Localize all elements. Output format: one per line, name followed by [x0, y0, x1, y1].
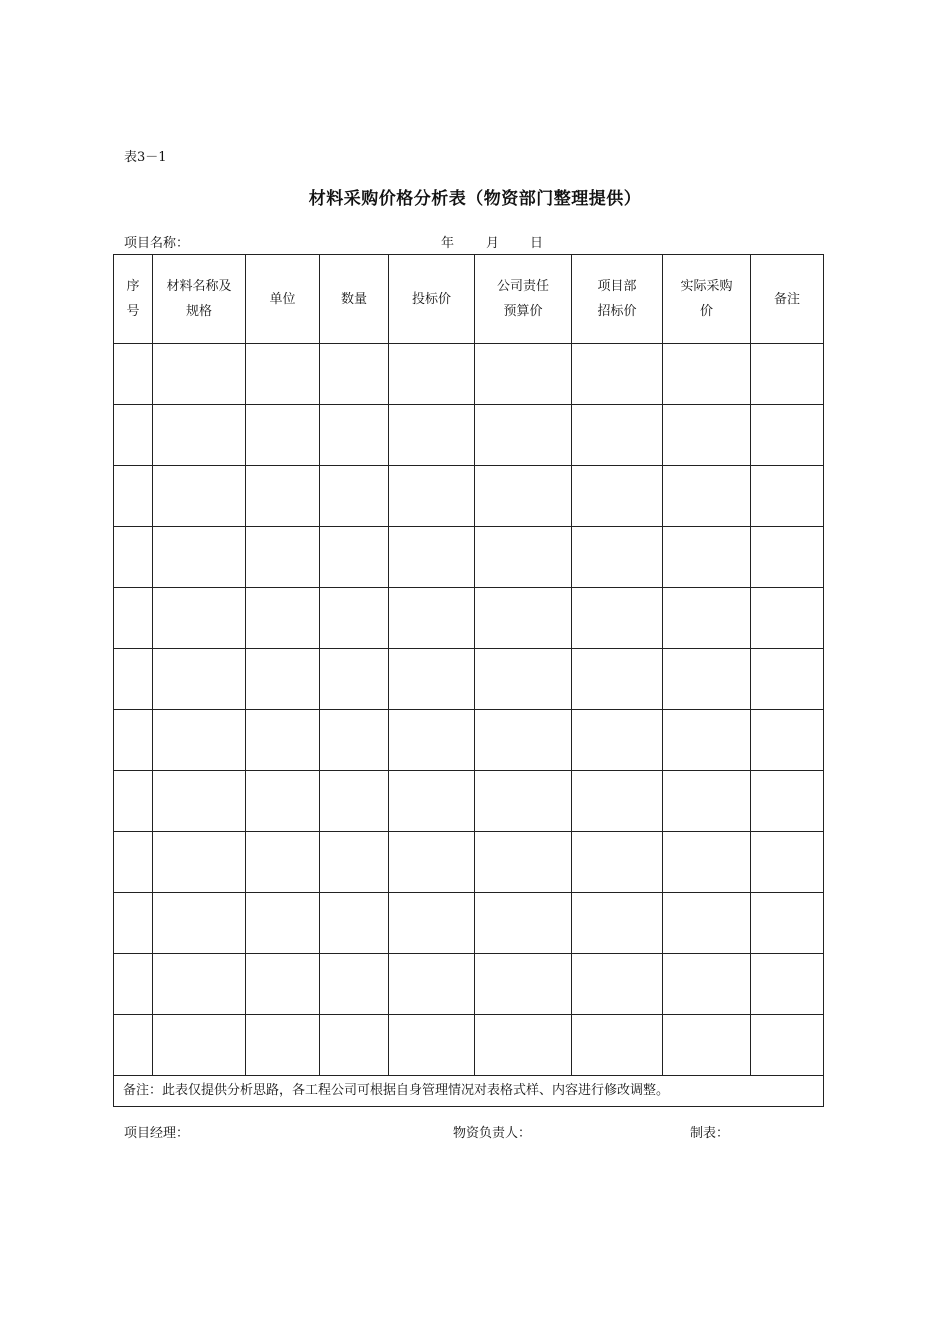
table-cell[interactable] — [751, 466, 824, 527]
table-cell[interactable] — [320, 527, 389, 588]
table-cell[interactable] — [389, 344, 475, 405]
table-cell[interactable] — [751, 405, 824, 466]
project-name-label: 项目名称： — [124, 236, 190, 251]
table-cell[interactable] — [572, 832, 663, 893]
table-cell[interactable] — [114, 588, 153, 649]
table-cell[interactable] — [153, 405, 246, 466]
table-cell[interactable] — [114, 954, 153, 1015]
table-cell[interactable] — [663, 405, 751, 466]
table-cell[interactable] — [320, 405, 389, 466]
header-cell — [114, 255, 153, 344]
table-cell[interactable] — [246, 710, 320, 771]
table-cell[interactable] — [246, 771, 320, 832]
table-cell[interactable] — [246, 893, 320, 954]
header-cell-line: 数量 — [340, 291, 367, 307]
table-row — [114, 1015, 824, 1076]
table-cell[interactable] — [114, 649, 153, 710]
table-cell[interactable] — [246, 954, 320, 1015]
table-cell[interactable] — [572, 527, 663, 588]
table-cell[interactable] — [475, 710, 572, 771]
table-cell[interactable] — [663, 466, 751, 527]
table-cell[interactable] — [114, 1015, 153, 1076]
table-cell[interactable] — [572, 466, 663, 527]
header-cell — [663, 255, 751, 344]
table-cell[interactable] — [663, 344, 751, 405]
table-cell[interactable] — [751, 710, 824, 771]
table-cell[interactable] — [751, 893, 824, 954]
table-cell[interactable] — [114, 527, 153, 588]
table-cell[interactable] — [572, 771, 663, 832]
header-cell-line: 规格 — [185, 304, 212, 319]
table-cell[interactable] — [475, 344, 572, 405]
month-label: 月 — [486, 236, 500, 251]
table-row — [114, 344, 824, 405]
table-cell[interactable] — [153, 832, 246, 893]
table-row — [114, 405, 824, 466]
table-cell[interactable] — [389, 893, 475, 954]
table-cell[interactable] — [114, 893, 153, 954]
table-cell[interactable] — [320, 344, 389, 405]
table-cell[interactable] — [663, 588, 751, 649]
materials-officer-label: 物资负责人： — [453, 1126, 532, 1141]
table-cell[interactable] — [246, 466, 320, 527]
table-cell[interactable] — [114, 466, 153, 527]
table-cell[interactable] — [475, 1015, 572, 1076]
table-cell[interactable] — [389, 588, 475, 649]
header-cell-line: 预算价 — [503, 304, 543, 319]
table-cell[interactable] — [572, 710, 663, 771]
table-cell[interactable] — [572, 893, 663, 954]
table-cell[interactable] — [663, 832, 751, 893]
table-cell[interactable] — [389, 954, 475, 1015]
header-cell — [389, 255, 475, 344]
table-cell[interactable] — [246, 649, 320, 710]
table-cell[interactable] — [475, 771, 572, 832]
table-cell[interactable] — [389, 527, 475, 588]
table-cell[interactable] — [751, 649, 824, 710]
table-cell[interactable] — [153, 649, 246, 710]
table-cell[interactable] — [389, 466, 475, 527]
table-row — [114, 466, 824, 527]
header-cell-line: 号 — [126, 304, 140, 319]
table-cell[interactable] — [572, 405, 663, 466]
table-cell[interactable] — [153, 344, 246, 405]
table-cell[interactable] — [663, 527, 751, 588]
table-cell[interactable] — [663, 649, 751, 710]
table-cell[interactable] — [475, 466, 572, 527]
table-row — [114, 710, 824, 771]
table-cell[interactable] — [114, 405, 153, 466]
price-analysis-table — [113, 254, 824, 1107]
table-cell[interactable] — [320, 893, 389, 954]
header-cell-line: 投标价 — [411, 291, 451, 307]
table-cell[interactable] — [389, 771, 475, 832]
table-cell[interactable] — [320, 1015, 389, 1076]
table-cell[interactable] — [389, 710, 475, 771]
table-row — [114, 527, 824, 588]
table-cell[interactable] — [751, 954, 824, 1015]
table-cell[interactable] — [153, 771, 246, 832]
table-cell[interactable] — [663, 1015, 751, 1076]
header-cell — [475, 255, 572, 344]
table-number: 表3－1 — [124, 150, 167, 165]
table-cell[interactable] — [389, 1015, 475, 1076]
table-cell[interactable] — [475, 527, 572, 588]
table-cell[interactable] — [114, 771, 153, 832]
table-cell[interactable] — [475, 588, 572, 649]
table-cell[interactable] — [246, 588, 320, 649]
table-cell[interactable] — [572, 649, 663, 710]
table-cell[interactable] — [153, 893, 246, 954]
table-cell[interactable] — [663, 771, 751, 832]
header-cell — [153, 255, 246, 344]
header-cell-line: 单位 — [269, 291, 296, 307]
header-cell — [246, 255, 320, 344]
table-cell[interactable] — [246, 405, 320, 466]
table-cell[interactable] — [320, 588, 389, 649]
header-cell-line: 备注 — [773, 291, 800, 307]
table-row — [114, 771, 824, 832]
table-cell[interactable] — [320, 832, 389, 893]
table-cell[interactable] — [751, 771, 824, 832]
table-cell[interactable] — [663, 710, 751, 771]
table-cell[interactable] — [572, 1015, 663, 1076]
table-cell[interactable] — [153, 710, 246, 771]
table-cell[interactable] — [153, 527, 246, 588]
table-cell[interactable] — [320, 649, 389, 710]
table-cell[interactable] — [751, 1015, 824, 1076]
note-text: 备注：此表仅提供分析思路，各工程公司可根据自身管理情况对表格式样、内容进行修改调整。 — [114, 1076, 824, 1107]
table-cell[interactable] — [389, 649, 475, 710]
header-cell — [320, 255, 389, 344]
table-cell[interactable] — [751, 588, 824, 649]
table-cell[interactable] — [572, 588, 663, 649]
table-cell[interactable] — [751, 344, 824, 405]
table-cell[interactable] — [153, 466, 246, 527]
table-cell[interactable] — [153, 1015, 246, 1076]
table-cell[interactable] — [114, 832, 153, 893]
header-cell-line: 实际采购 — [680, 279, 733, 294]
table-cell[interactable] — [153, 954, 246, 1015]
table-cell[interactable] — [246, 527, 320, 588]
header-cell-line: 项目部 — [597, 279, 637, 294]
header-row — [114, 255, 824, 344]
table-cell[interactable] — [572, 344, 663, 405]
header-cell-line: 招标价 — [597, 304, 637, 319]
header-cell — [572, 255, 663, 344]
page-title: 材料采购价格分析表（物资部门整理提供） — [308, 189, 642, 209]
table-cell[interactable] — [475, 832, 572, 893]
table-row — [114, 832, 824, 893]
table-maker-label: 制表： — [690, 1126, 730, 1141]
table-cell[interactable] — [320, 771, 389, 832]
table-cell[interactable] — [475, 649, 572, 710]
table-cell[interactable] — [572, 954, 663, 1015]
table-cell[interactable] — [751, 527, 824, 588]
header-cell-line: 价 — [699, 304, 713, 319]
table-row — [114, 588, 824, 649]
table-cell[interactable] — [153, 588, 246, 649]
table-cell[interactable] — [751, 832, 824, 893]
table-cell[interactable] — [246, 832, 320, 893]
table-cell[interactable] — [389, 832, 475, 893]
table-row — [114, 893, 824, 954]
day-label: 日 — [530, 236, 544, 251]
header-cell-line: 公司责任 — [496, 279, 549, 294]
table-cell[interactable] — [320, 466, 389, 527]
table-cell[interactable] — [475, 893, 572, 954]
year-label: 年 — [441, 236, 455, 251]
table-cell[interactable] — [246, 344, 320, 405]
table-cell[interactable] — [475, 405, 572, 466]
header-cell-line: 材料名称及 — [166, 279, 232, 294]
header-cell-line: 序 — [126, 279, 140, 294]
header-cell — [751, 255, 824, 344]
table-cell[interactable] — [320, 954, 389, 1015]
table-cell[interactable] — [663, 954, 751, 1015]
table-row — [114, 649, 824, 710]
table-cell[interactable] — [114, 710, 153, 771]
note-row — [114, 1076, 824, 1107]
project-manager-label: 项目经理： — [124, 1126, 190, 1141]
table-cell[interactable] — [320, 710, 389, 771]
table-cell[interactable] — [475, 954, 572, 1015]
table-row — [114, 954, 824, 1015]
table-cell[interactable] — [114, 344, 153, 405]
table-cell[interactable] — [246, 1015, 320, 1076]
table-cell[interactable] — [389, 405, 475, 466]
table-cell[interactable] — [663, 893, 751, 954]
